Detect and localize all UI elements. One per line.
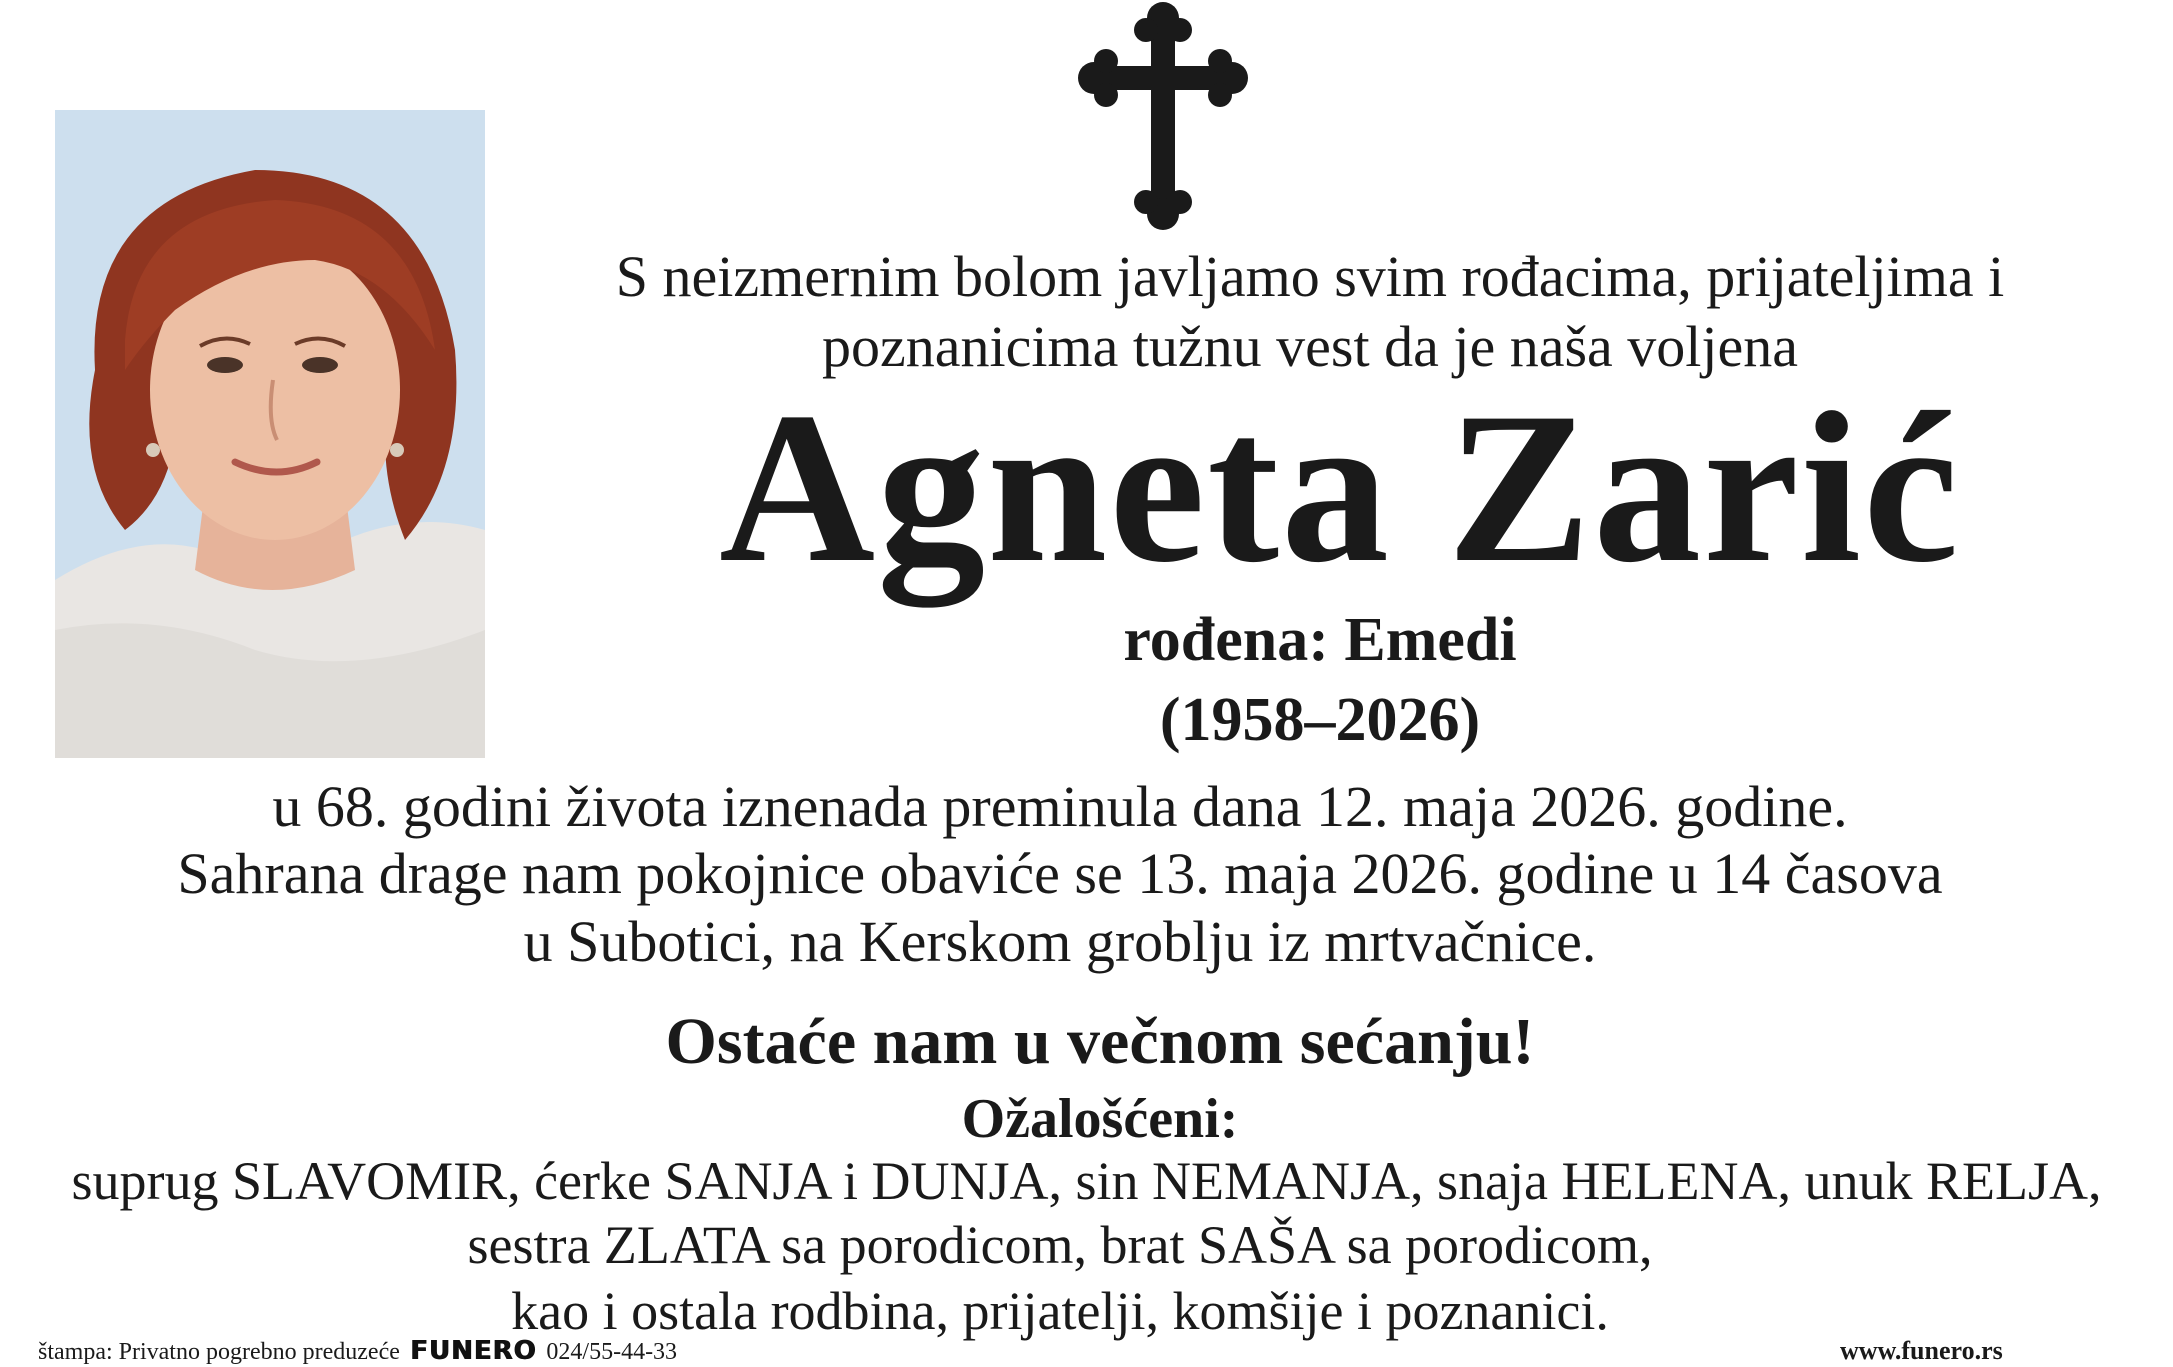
announcement-line-3: u Subotici, na Kerskom groblju iz mrtvačnice. bbox=[523, 909, 1597, 974]
print-credit bbox=[38, 1336, 677, 1367]
birth-name: rođena: Emedi bbox=[1123, 606, 1517, 674]
mourners-title: Ožalošćeni: bbox=[961, 1088, 1239, 1150]
mourners-line-1: suprug SLAVOMIR, ćerke SANJA i DUNJA, sin NEMANJA, snaja HELENA, unuk RELJA, bbox=[71, 1151, 2102, 1211]
announcement-line-1: u 68. godini života iznenada preminula dana 12. maja 2026. godine. bbox=[272, 774, 1848, 839]
portrait-photo bbox=[55, 110, 485, 758]
intro-line-2: poznanicima tužnu vest da je naša voljena bbox=[822, 314, 1798, 379]
memorial-motto: Ostaće nam u večnom sećanju! bbox=[665, 1005, 1535, 1078]
announcement-line-2: Sahrana drage nam pokojnice obaviće se 13. maja 2026. godine u 14 časova bbox=[177, 841, 1943, 906]
funero-logo: FUNERO bbox=[409, 1336, 537, 1366]
website-link[interactable]: www.funero.rs bbox=[1840, 1336, 2003, 1365]
mourners-line-3: kao i ostala rodbina, prijatelji, komšije i poznanici. bbox=[511, 1281, 1609, 1341]
print-label: štampa: Privatno pogrebno preduzeće bbox=[38, 1339, 400, 1365]
intro-line-1: S neizmernim bolom javljamo svim rođacima, prijateljima i bbox=[615, 244, 2005, 309]
deceased-name: Agneta Zarić bbox=[719, 368, 1961, 607]
mourners-line-2: sestra ZLATA sa porodicom, brat SAŠA sa porodicom, bbox=[467, 1215, 1653, 1275]
company-phone: 024/55-44-33 bbox=[546, 1339, 678, 1365]
life-years: (1958–2026) bbox=[1159, 686, 1481, 754]
orthodox-cross-icon bbox=[1078, 0, 1248, 232]
